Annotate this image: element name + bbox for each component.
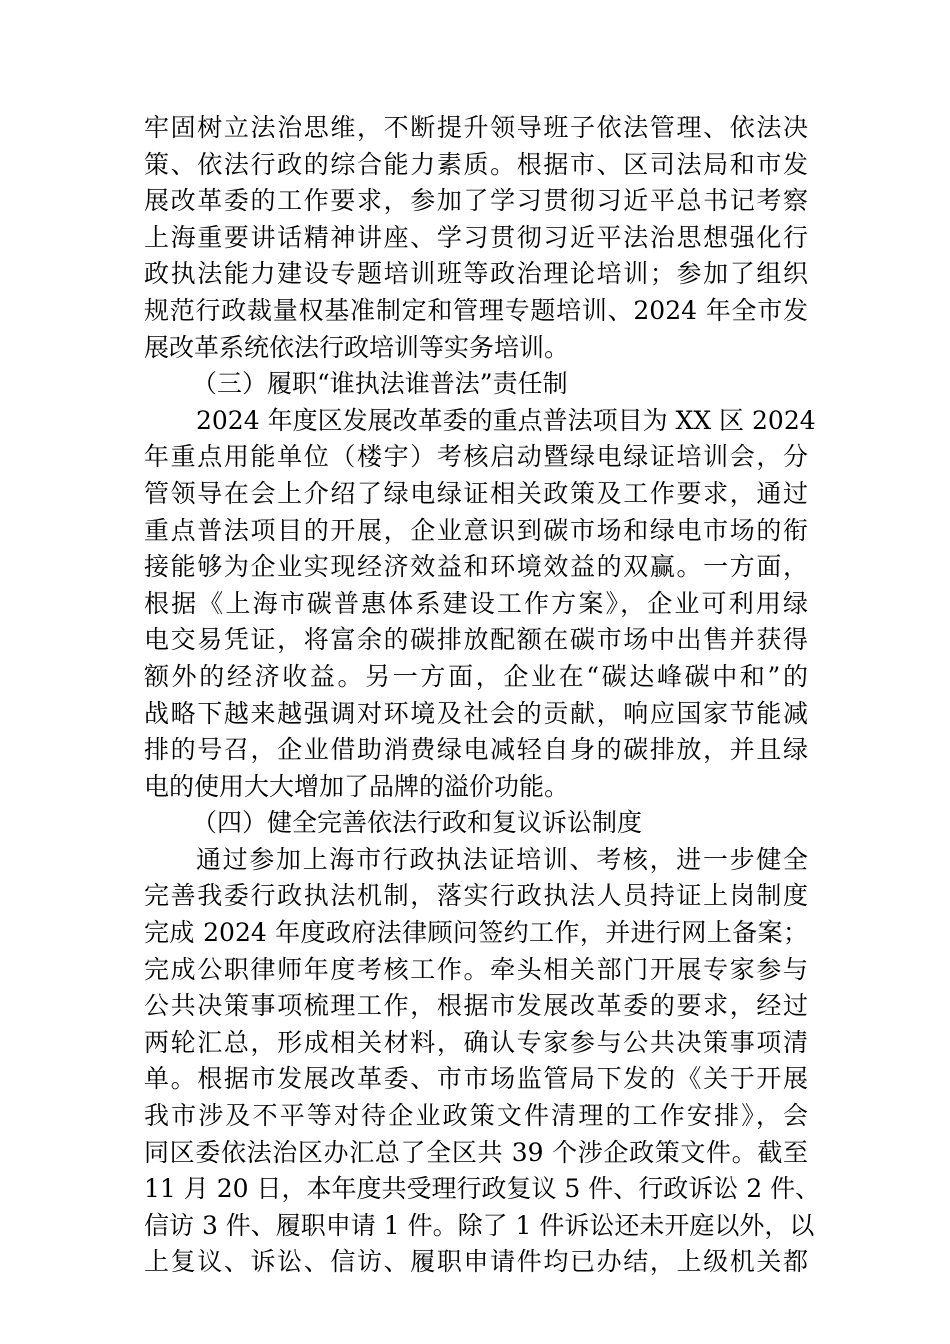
text-line: 同区委依法治区办汇总了全区共 39 个涉企政策文件。截至 — [144, 1137, 808, 1167]
text-line: 通过参加上海市行政执法证培训、考核，进一步健全 — [196, 844, 808, 874]
text-line: 重点普法项目的开展，企业意识到碳市场和绿电市场的衔 — [144, 515, 808, 545]
text-line: 上复议、诉讼、信访、履职申请件均已办结，上级机关都 — [144, 1247, 808, 1277]
text-line: 排的号召，企业借助消费绿电减轻自身的碳排放，并且绿 — [144, 735, 808, 765]
text-line: 规范行政裁量权基准制定和管理专题培训、2024 年全市发 — [144, 295, 808, 325]
text-line: 年重点用能单位（楼宇）考核启动暨绿电绿证培训会，分 — [144, 442, 808, 472]
text-line: 单。根据市发展改革委、市市场监管局下发的《关于开展 — [144, 1064, 808, 1094]
text-line: 额外的经济收益。另一方面，企业在“碳达峰碳中和”的 — [144, 661, 808, 691]
text-line: 管领导在会上介绍了绿电绿证相关政策及工作要求，通过 — [144, 478, 808, 508]
section-heading — [144, 366, 808, 403]
text-line: 完成 2024 年度政府法律顾问签约工作，并进行网上备案； — [144, 918, 808, 948]
text-line: 展改革系统依法行政培训等实务培训。 — [144, 332, 570, 362]
text-line: 政执法能力建设专题培训班等政治理论培训；参加了组织 — [144, 259, 808, 289]
paragraph — [144, 403, 816, 806]
text-line: 电交易凭证，将富余的碳排放配额在碳市场中出售并获得 — [144, 625, 808, 655]
paragraph — [144, 842, 821, 1281]
text-line: 公共决策事项梳理工作，根据市发展改革委的要求，经过 — [144, 991, 808, 1021]
document-page — [144, 110, 821, 1281]
text-line: 战略下越来越强调对环境及社会的贡献，响应国家节能减 — [144, 698, 808, 728]
text-line: 接能够为企业实现经济效益和环境效益的双赢。一方面， — [144, 552, 808, 582]
text-line: 策、依法行政的综合能力素质。根据市、区司法局和市发 — [144, 149, 808, 179]
heading-text: （三）履职“谁执法谁普法”责任制 — [192, 369, 568, 399]
text-line: 牢固树立法治思维，不断提升领导班子依法管理、依法决 — [144, 113, 808, 142]
text-line: 上海重要讲话精神讲座、学习贯彻习近平法治思想强化行 — [144, 222, 808, 252]
text-line: 完成公职律师年度考核工作。牵头相关部门开展专家参与 — [144, 954, 808, 984]
paragraph — [144, 110, 808, 366]
text-line: 11 月 20 日，本年度共受理行政复议 5 件、行政诉讼 2 件、 — [144, 1174, 821, 1204]
text-line: 根据《上海市碳普惠体系建设工作方案》，企业可利用绿 — [144, 588, 808, 618]
text-line: 两轮汇总，形成相关材料，确认专家参与公共决策事项清 — [144, 1027, 808, 1057]
text-line: 完善我委行政执法机制，落实行政执法人员持证上岗制度 — [144, 881, 808, 911]
section-heading — [144, 805, 808, 842]
text-line: 电的使用大大增加了品牌的溢价功能。 — [144, 771, 570, 801]
text-line: 我市涉及不平等对待企业政策文件清理的工作安排》，会 — [144, 1101, 808, 1131]
text-line: 展改革委的工作要求，参加了学习贯彻习近平总书记考察 — [144, 186, 808, 216]
text-line: 2024 年度区发展改革委的重点普法项目为 XX 区 2024 — [196, 405, 816, 435]
heading-text: （四）健全完善依法行政和复议诉讼制度 — [192, 808, 643, 838]
text-line: 信访 3 件、履职申请 1 件。除了 1 件诉讼还未开庭以外，以 — [144, 1210, 815, 1240]
